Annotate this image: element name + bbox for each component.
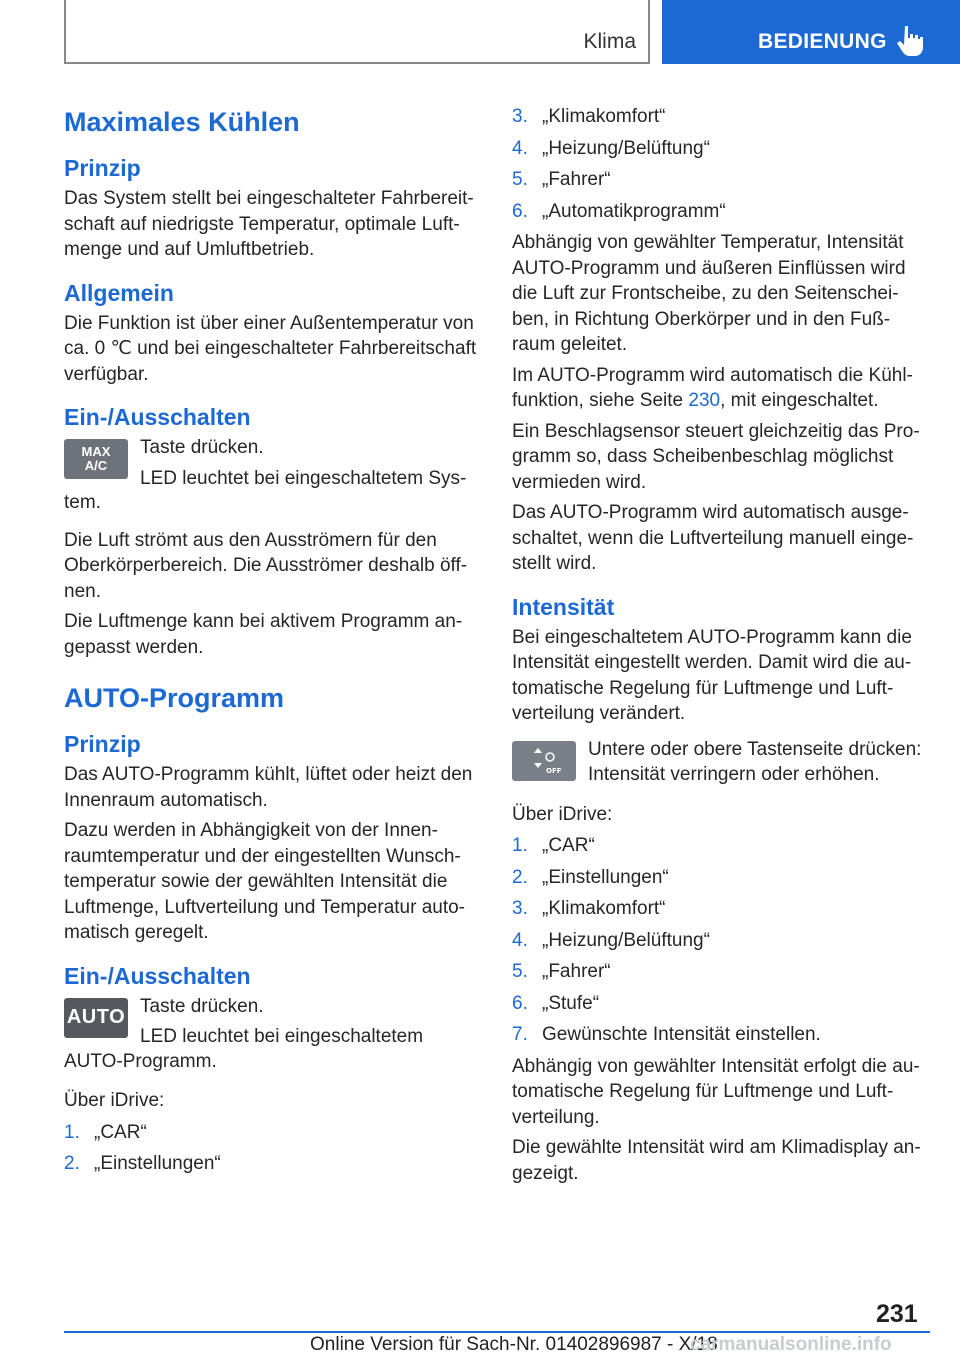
list-item: 5. „Fahrer“: [512, 961, 611, 982]
pointing-hand-icon: [896, 24, 924, 56]
auto-step-led-cont: AUTO-Programm.: [64, 1050, 217, 1072]
list-item: 2. „Einstellungen“: [64, 1153, 221, 1174]
list-item: 3. „Klimakomfort“: [512, 898, 666, 919]
paragraph-beschlagsensor: Ein Beschlagsensor steuert gleichzeitig das Pro-gramm so, dass Scheibenbeschlag möglichst vermieden wird.: [512, 420, 920, 493]
header-section-box: [64, 0, 650, 64]
page-link-230[interactable]: 230: [688, 390, 721, 411]
max-ac-step-press: Taste drücken.: [140, 437, 264, 458]
max-ac-instruction: [64, 435, 480, 491]
right-column: [512, 104, 928, 1186]
paragraph-luftverteilung: Abhängig von gewählter Temperatur, Intensität AUTO-Programm und äußeren Einflüssen wird die Luft zur Frontscheibe, zu den Seitenschei-ben, in Richtung Oberkörper und in den Fuß-raum geleitet.: [512, 232, 906, 355]
paragraph-auto-prinzip: Das AUTO-Programm kühlt, lüftet oder heizt den Innenraum automatisch.: [64, 764, 473, 811]
list-item: 4. „Heizung/Belüftung“: [512, 929, 710, 951]
paragraph-intensitaet: Bei eingeschaltetem AUTO-Programm kann die Intensität eingestellt werden. Damit wird die au-tomatische Regelung für Luftmenge und Luft-verteilung verändert.: [512, 626, 912, 724]
list-item: 5. „Fahrer“: [512, 169, 611, 190]
heading-ein-ausschalten: Ein-/Ausschalten: [64, 404, 251, 430]
idrive-steps-left: [64, 1120, 480, 1177]
svg-text:OFF: OFF: [546, 766, 562, 775]
intensity-instruction-text: Untere oder obere Tastenseite drücken: Intensität verringern oder erhöhen.: [588, 738, 922, 785]
heading-auto-programm: AUTO-Programm: [64, 683, 285, 713]
intensity-instruction: [512, 737, 928, 788]
header-section-title: Klima: [583, 30, 636, 53]
paragraph-luft-stroemt: Die Luft strömt aus den Ausströmern für den Oberkörperbereich. Die Ausströmer deshalb öff-nen.: [64, 529, 468, 602]
paragraph-prinzip: Das System stellt bei eingeschalteter Fahrbereit-schaft auf niedrigste Temperatur, optimale Luft-menge und auf Umluftbetrieb.: [64, 188, 474, 260]
header-chapter-title: BEDIENUNG: [758, 30, 887, 53]
list-item: 3. „Klimakomfort“: [512, 106, 666, 127]
heading-ein-ausschalten-auto: Ein-/Ausschalten: [64, 962, 251, 989]
list-item: 6. „Automatikprogramm“: [512, 200, 726, 222]
list-item: 1. „CAR“: [512, 835, 595, 856]
list-item: 7. Gewünschte Intensität einstellen.: [512, 1024, 821, 1045]
watermark: carmanualsonline.info: [690, 1334, 892, 1355]
paragraph-regelung-intensitaet: Abhängig von gewählter Intensität erfolgt die au-tomatische Regelung für Luftmenge und Luft-verteilung.: [512, 1055, 920, 1128]
max-ac-step-led-cont: tem.: [64, 492, 101, 513]
idrive-steps-right: [512, 104, 928, 224]
list-item: 6. „Stufe“: [512, 992, 600, 1014]
paragraph-luftmenge: Die Luftmenge kann bei aktivem Programm an-gepasst werden.: [64, 611, 463, 658]
list-item: 4. „Heizung/Belüftung“: [512, 137, 710, 159]
page-number: 231: [876, 1300, 918, 1328]
list-item: 2. „Einstellungen“: [512, 866, 669, 888]
intensity-button-icon: [512, 741, 576, 781]
footer-divider: [64, 1331, 930, 1333]
heading-intensitaet: Intensität: [512, 593, 615, 620]
auto-button-icon: AUTO: [64, 998, 128, 1038]
footer-online-version: Online Version für Sach-Nr. 01402896987 - X/18: [310, 1334, 718, 1355]
paragraph-kuehlfunktion: Im AUTO-Programm wird automatisch die Kühl-funktion, siehe Seite 230, mit eingeschaltet.: [512, 364, 913, 411]
header-chapter-tab: [662, 0, 960, 64]
idrive-label: Über iDrive:: [64, 1090, 165, 1111]
idrive-steps-intensity: [512, 833, 928, 1048]
list-item: 1. „CAR“: [64, 1121, 147, 1143]
paragraph-auto-regelung: Dazu werden in Abhängigkeit von der Innen-raumtemperatur und der eingestellten Wunsch-temperatur sowie der gewählten Intensität die Luftmenge, Luftverteilung und Temperatur auto-matisch geregelt.: [64, 820, 466, 943]
paragraph-allgemein: Die Funktion ist über einer Außentemperatur von ca. 0 ℃ und bei eingeschalteter Fahrbereitschaft verfügbar.: [64, 312, 477, 385]
left-column: [64, 96, 480, 1183]
auto-step-press: Taste drücken.: [140, 995, 264, 1017]
paragraph-klimadisplay: Die gewählte Intensität wird am Klimadisplay an-gezeigt.: [512, 1137, 921, 1184]
heading-prinzip: Prinzip: [64, 155, 141, 181]
heading-allgemein: Allgemein: [64, 279, 174, 306]
idrive-label-right: Über iDrive:: [512, 803, 613, 825]
auto-step-led: LED leuchtet bei eingeschaltetem: [140, 1026, 424, 1047]
max-ac-button-icon: MAX A/C: [64, 439, 128, 479]
heading-prinzip-auto: Prinzip: [64, 731, 141, 757]
max-ac-step-led: LED leuchtet bei eingeschaltetem Sys-: [140, 467, 467, 489]
auto-instruction: [64, 994, 480, 1050]
paragraph-auto-aus: Das AUTO-Programm wird automatisch ausge-schaltet, wenn die Luftverteilung manuell einge-stellt wird.: [512, 502, 914, 574]
heading-maximales-kuehlen: Maximales Kühlen: [64, 107, 300, 137]
